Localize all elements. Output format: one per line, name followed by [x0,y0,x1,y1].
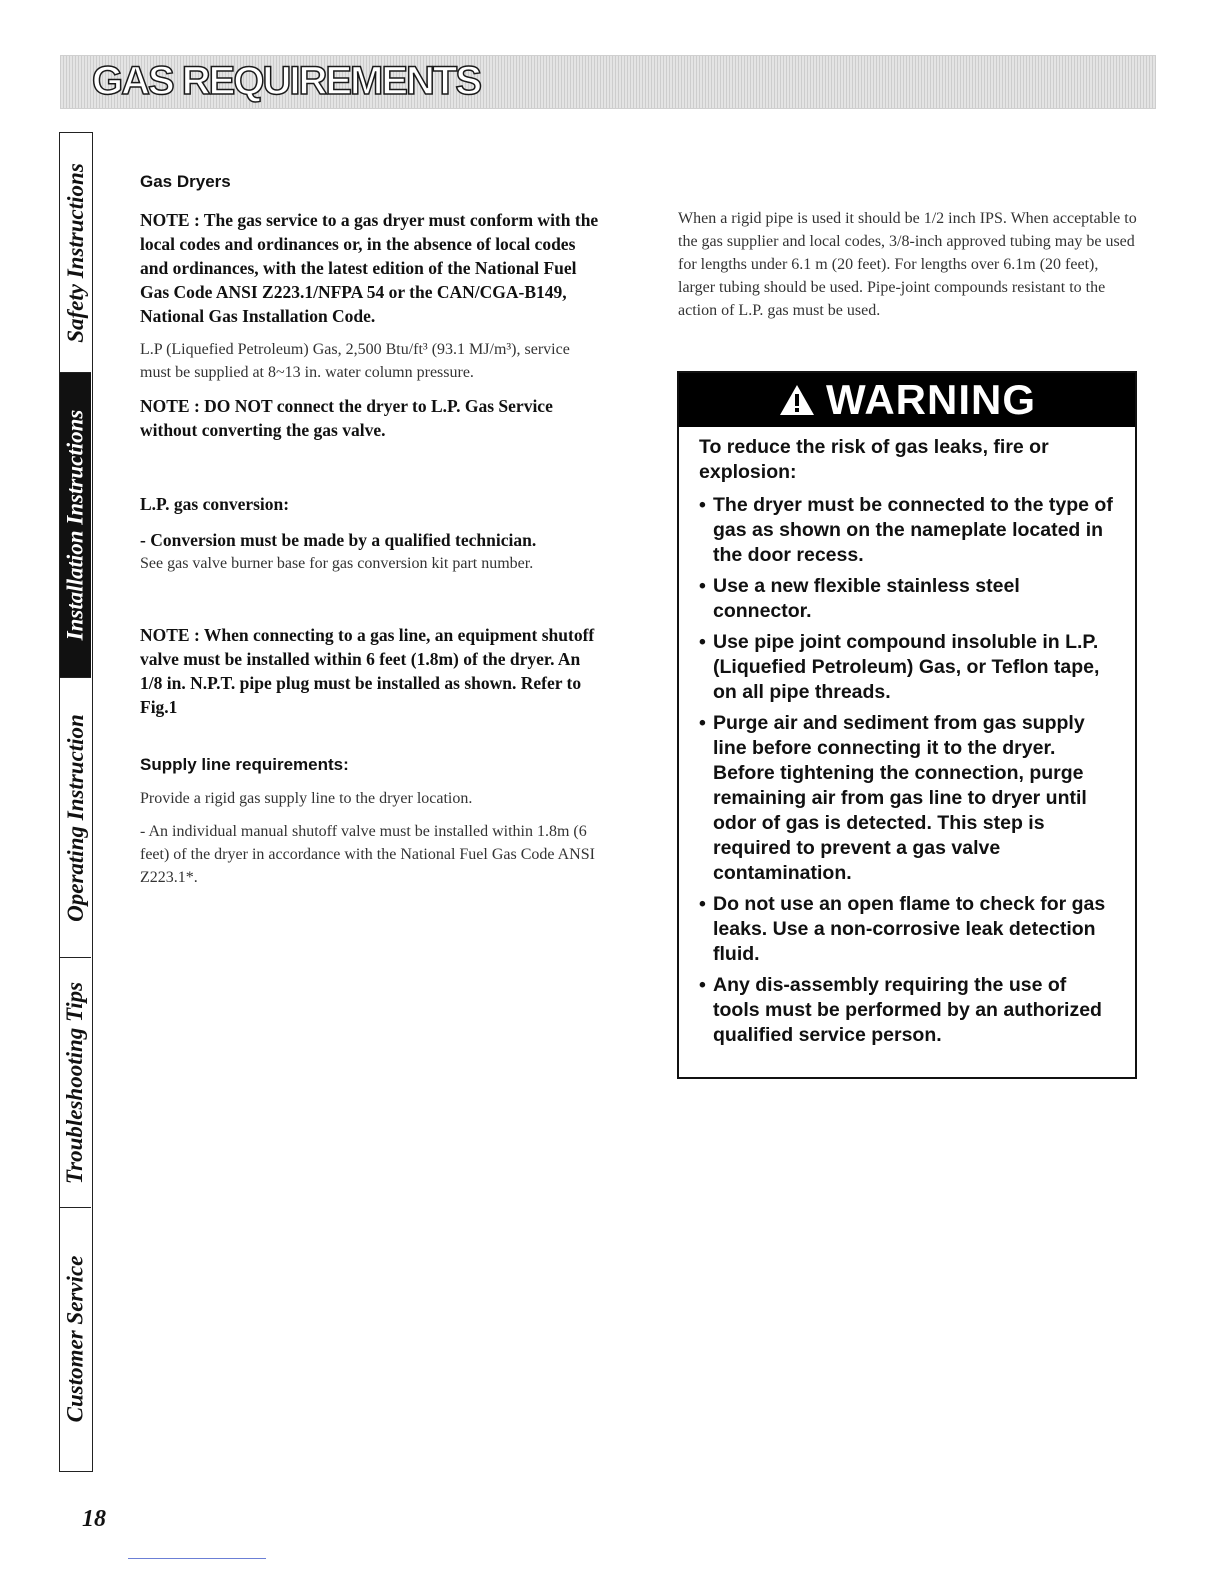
tab-troubleshooting-tips[interactable]: Troubleshooting Tips [60,958,91,1208]
tab-operating-instruction[interactable]: Operating Instruction [60,678,91,958]
warning-item: • Any dis-assembly requiring the use of tools must be performed by an authorized qualified service person. [699,973,1115,1048]
warning-item: • Do not use an open flame to check for gas leaks. Use a non-corrosive leak detection fluid. [699,892,1115,967]
note-shutoff-valve: NOTE : When connecting to a gas line, an equipment shutoff valve must be installed within 6 feet (1.8m) of the dryer. An 1/8 in. N.P.T. pipe plug must be installed as shown. Refer to Fig.1 [140,625,595,717]
conversion-requirement: - Conversion must be made by a qualified technician. [140,530,537,550]
left-column [140,172,600,899]
page-number: 18 [82,1506,106,1532]
section-heading-gas-dryers: Gas Dryers [140,172,231,191]
lp-gas-spec: L.P (Liquefied Petroleum) Gas, 2,500 Btu/ft³ (93.1 MJ/m³), service must be supplied at 8~13 in. water column pressure. [140,341,570,381]
conversion-kit-text: See gas valve burner base for gas conversion kit part number. [140,555,534,572]
supply-line-text: Provide a rigid gas supply line to the dryer location. [140,790,473,807]
page-title: GAS REQUIREMENTS [92,59,481,103]
warning-item: • The dryer must be connected to the type of gas as shown on the nameplate located in the door recess. [699,493,1115,568]
section-heading-supply-line: Supply line requirements: [140,755,349,774]
tab-safety-instructions[interactable]: Safety Instructions [60,133,91,373]
warning-item: • Use pipe joint compound insoluble in L.P. (Liquefied Petroleum) Gas, or Teflon tape, on all pipe threads. [699,630,1115,705]
tab-installation-instructions[interactable]: Installation Instructions [60,373,91,678]
warning-item: • Use a new flexible stainless steel connector. [699,574,1115,624]
footer-rule [128,1558,266,1559]
rigid-pipe-text: When a rigid pipe is used it should be 1/2 inch IPS. When acceptable to the gas supplier and local codes, 3/8-inch approved tubing may be used for lengths under 6.1 m (20 feet). For lengths over 6.1m (20 feet), larger tubing should be used. Pipe-joint compounds resistant to the action of L.P. gas must be used. [678,210,1137,319]
warning-item: • Purge air and sediment from gas supply line before connecting it to the dryer. Before tightening the connection, purge remaining air from gas line to dryer until odor of gas is detected. This step is required to prevent a gas valve contamination. [699,711,1115,886]
warning-header [679,373,1135,427]
warning-box [677,371,1137,1079]
note-gas-service: NOTE : The gas service to a gas dryer must conform with the local codes and ordinances or, in the absence of local codes and ordinances, with the latest edition of the National Fuel Gas Code ANSI Z223.1/NFPA 54 or the CAN/CGA-B149, National Gas Installation Code. [140,210,599,326]
warning-intro: To reduce the risk of gas leaks, fire or explosion: [699,436,1049,483]
warning-triangle-icon [778,383,816,417]
tab-customer-service[interactable]: Customer Service [62,1255,88,1423]
supply-line-bullet: - An individual manual shutoff valve must be installed within 1.8m (6 feet) of the dryer in accordance with the National Fuel Gas Code ANSI Z223.1*. [140,823,595,886]
warning-list [699,493,1115,1048]
lp-conversion-heading: L.P. gas conversion: [140,494,290,514]
warning-title: WARNING [826,376,1036,423]
note-lp-conversion: NOTE : DO NOT connect the dryer to L.P. Gas Service without converting the gas valve. [140,396,553,440]
right-column [678,207,1138,332]
section-tabs [59,132,93,1472]
